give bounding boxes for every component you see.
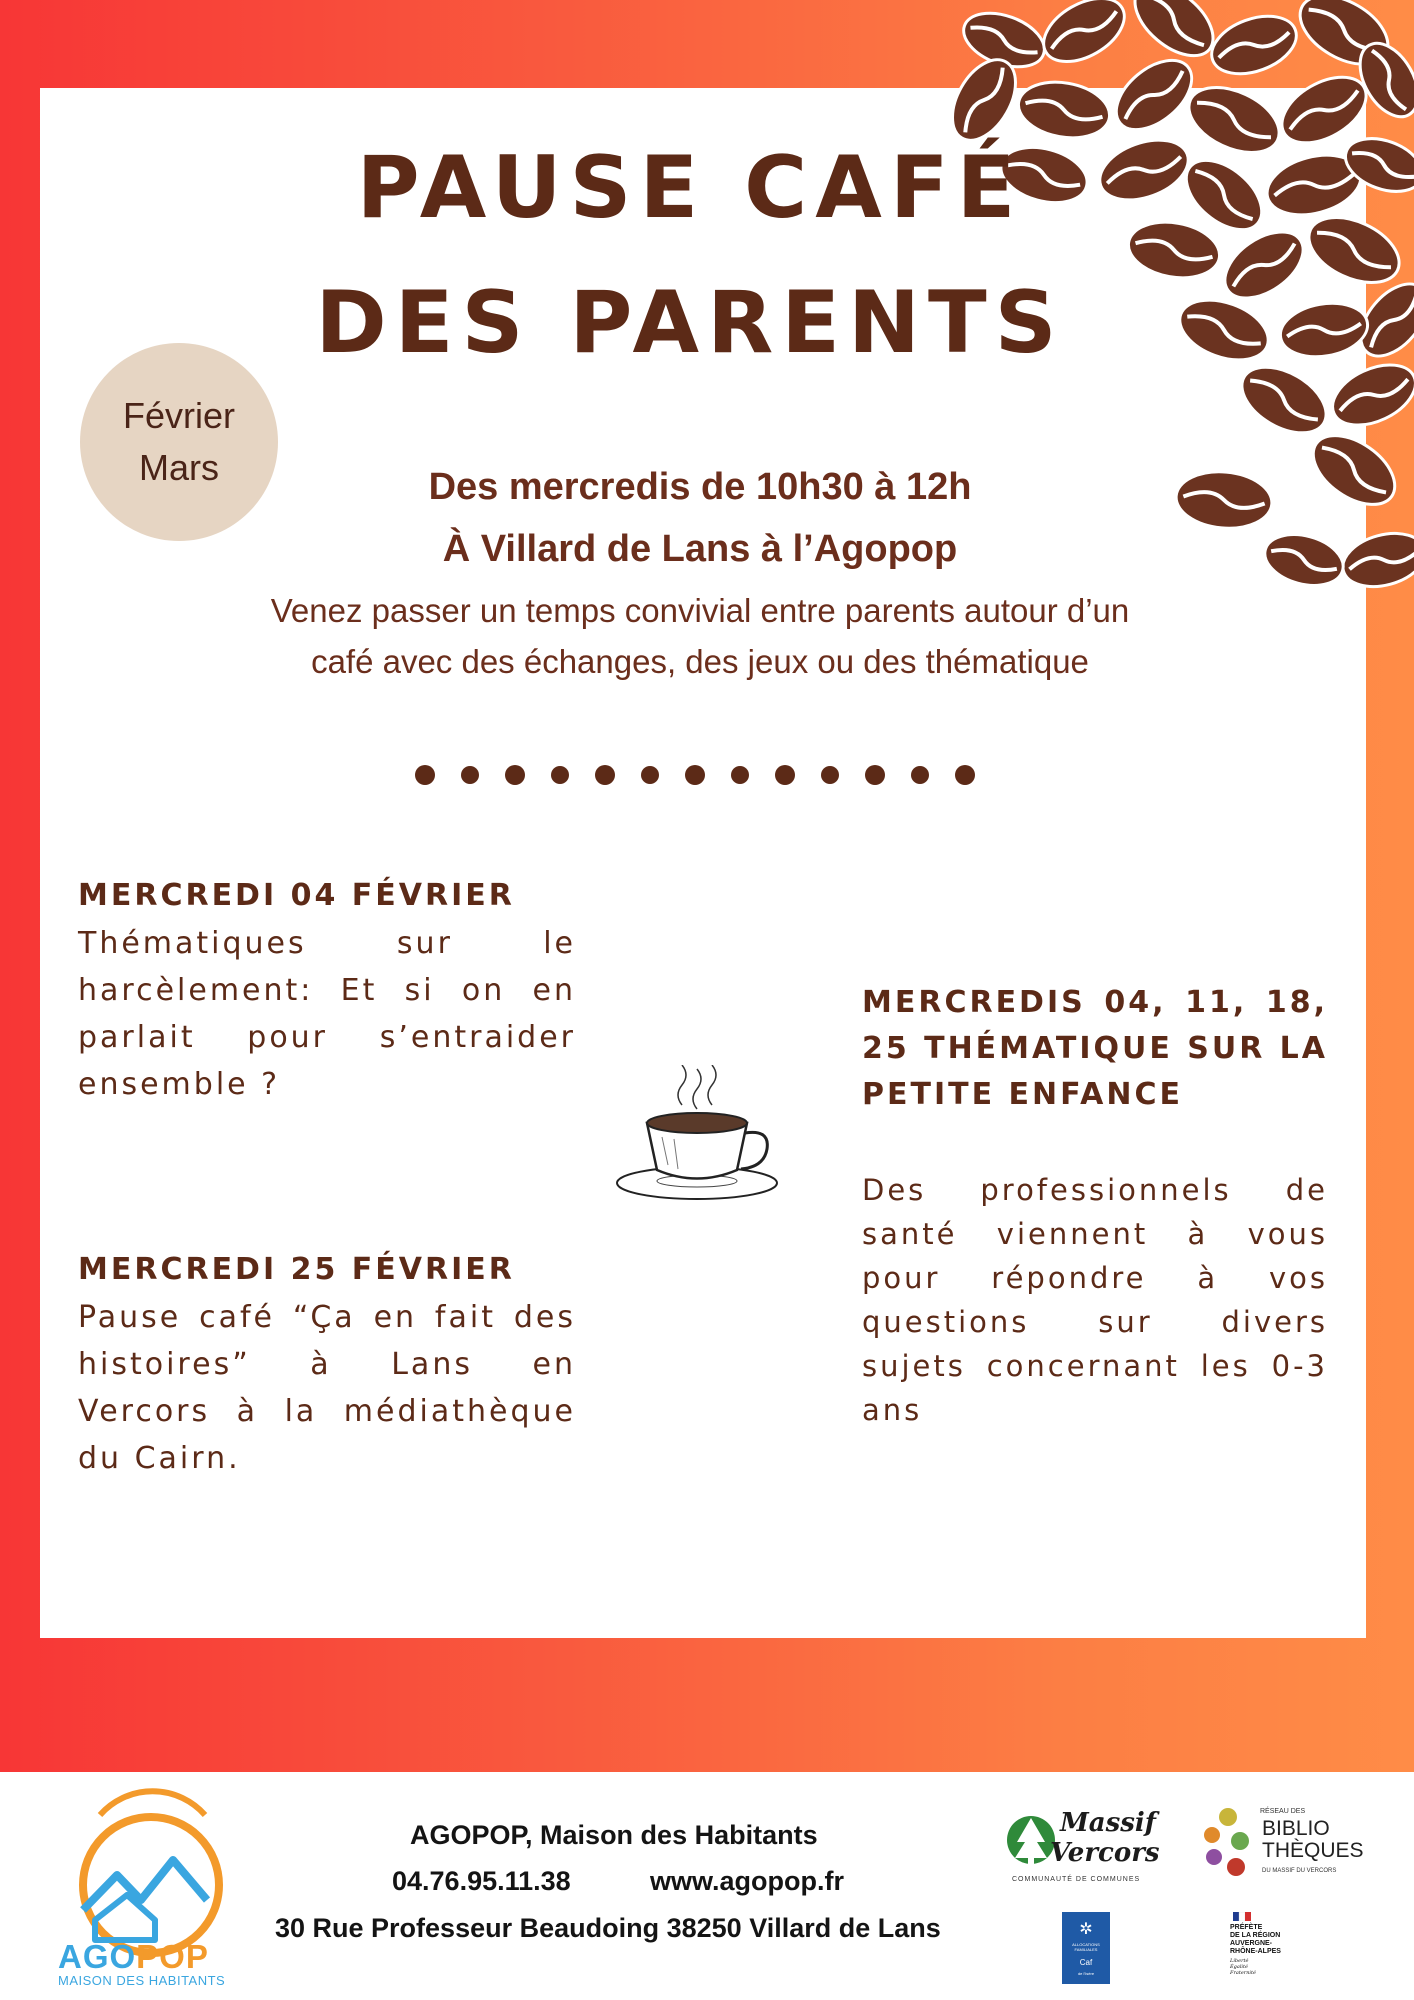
divider-dot bbox=[731, 766, 749, 784]
coffee-bean bbox=[1104, 47, 1205, 143]
biblio-logo-line2: THÈQUES bbox=[1262, 1839, 1364, 1862]
title-line-2: DES PARENTS bbox=[315, 273, 1065, 373]
divider-dot bbox=[911, 766, 929, 784]
caf-logo bbox=[1062, 1912, 1110, 1984]
coffee-bean bbox=[1033, 0, 1135, 75]
biblio-logo-title bbox=[1262, 1818, 1364, 1862]
biblio-logo-line1: BIBLIO bbox=[1262, 1817, 1330, 1840]
divider-dot bbox=[865, 765, 885, 785]
biblio-logo-small: RÉSEAU DES bbox=[1260, 1808, 1306, 1815]
divider-dot bbox=[955, 765, 975, 785]
divider-dot bbox=[461, 766, 479, 784]
caf-fine-text: ALLOCATIONS FAMILIALES bbox=[1072, 1942, 1100, 1952]
footer-address: 30 Rue Professeur Beaudoing 38250 Villard de Lans bbox=[275, 1913, 941, 1943]
schedule-text: Des mercredis de 10h30 à 12h bbox=[428, 466, 972, 508]
divider-dot bbox=[685, 765, 705, 785]
massif-logo-line2: Vercors bbox=[1050, 1838, 1160, 1868]
divider-dot bbox=[821, 766, 839, 784]
agopop-brand bbox=[58, 1938, 209, 1976]
coffee-bean bbox=[1259, 526, 1349, 593]
divider-dot bbox=[595, 765, 615, 785]
divider-dot bbox=[505, 765, 525, 785]
coffee-bean bbox=[1014, 75, 1114, 144]
biblio-logo-caption: DU MASSIF DU VERCORS bbox=[1262, 1868, 1337, 1874]
agopop-brand-pop: POP bbox=[136, 1938, 209, 1975]
prefet-logo bbox=[1230, 1912, 1310, 1984]
agopop-subtitle: MAISON DES HABITANTS bbox=[58, 1973, 226, 1988]
coffee-cup-icon bbox=[612, 1065, 782, 1215]
agopop-brand-ago: AGO bbox=[58, 1938, 137, 1975]
coffee-bean bbox=[1204, 6, 1304, 85]
month-february: Février bbox=[122, 394, 235, 436]
event-2-heading: MERCREDI 25 FÉVRIER bbox=[78, 1252, 515, 1287]
biblio-dots-icon bbox=[1200, 1805, 1260, 1880]
coffee-bean bbox=[1301, 421, 1407, 518]
event-3-text: Des professionnels de santé viennent à vous pour répondre à vos questions sur divers sujets concernant les 0-3 ans bbox=[862, 1173, 1328, 1427]
divider-dot bbox=[641, 766, 659, 784]
caf-name: Caf bbox=[1079, 1958, 1093, 1967]
location-text: À Villard de Lans à l’Agopop bbox=[442, 528, 958, 570]
divider-dot bbox=[551, 766, 569, 784]
footer-phone: 04.76.95.11.38 bbox=[392, 1866, 571, 1896]
divider-dot bbox=[415, 765, 435, 785]
divider-dot bbox=[775, 765, 795, 785]
intro-text: Venez passer un temps convivial entre parents autour d’un café avec des échanges, des jeux ou des thématique bbox=[270, 592, 1130, 680]
title-line-1: PAUSE CAFÉ bbox=[356, 138, 1024, 238]
month-march: Mars bbox=[139, 447, 219, 488]
prefet-logo-text: PRÉFÈTE DE LA RÉGION AUVERGNE- RHÔNE-ALPES bbox=[1230, 1924, 1281, 1955]
massif-logo-line1: Massif bbox=[1060, 1808, 1156, 1838]
footer-website: www.agopop.fr bbox=[650, 1866, 844, 1896]
event-3-heading: MERCREDIS 04, 11, 18, 25 THÉMATIQUE SUR LA PETITE ENFANCE bbox=[862, 985, 1328, 1112]
massif-logo-caption: COMMUNAUTÉ DE COMMUNES bbox=[1012, 1876, 1141, 1883]
prefet-logo-motto: Liberté Égalité Fraternité bbox=[1230, 1958, 1256, 1976]
caf-place: de l'Isère bbox=[1077, 1971, 1095, 1976]
months-badge bbox=[80, 343, 278, 541]
coffee-bean bbox=[1337, 525, 1414, 595]
event-1-heading: MERCREDI 04 FÉVRIER bbox=[78, 878, 515, 913]
caf-star-icon: ✲ bbox=[1079, 1921, 1093, 1938]
french-flag-icon bbox=[1233, 1912, 1251, 1921]
event-2-text: Pause café “Ça en fait des histoires” à Lans en Vercors à la médiathèque du Cairn. bbox=[78, 1300, 576, 1476]
footer-org: AGOPOP, Maison des Habitants bbox=[410, 1820, 818, 1850]
event-1-text: Thématiques sur le harcèlement: Et si on en parlait pour s’entraider ensemble ? bbox=[78, 926, 576, 1102]
bean-dots-divider bbox=[410, 760, 990, 790]
